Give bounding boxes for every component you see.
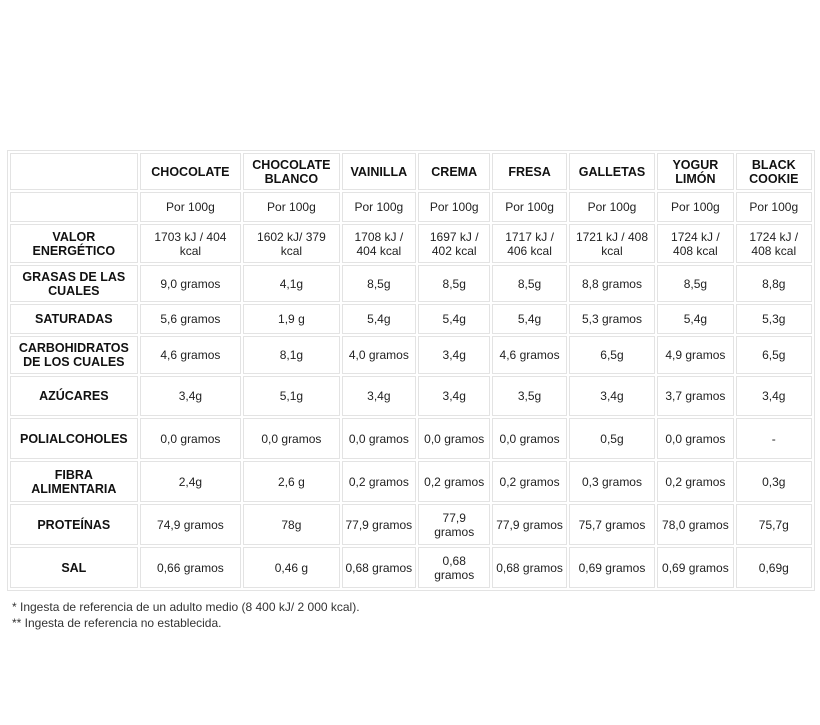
empty-cell: [10, 192, 138, 222]
table-row: [10, 304, 812, 334]
table-row: [10, 461, 812, 502]
table-cell: 5,3 gramos: [569, 304, 655, 334]
table-cell: 0,69g: [736, 547, 812, 588]
nutrition-table: [7, 150, 815, 591]
column-header: CHOCOLATE: [140, 153, 242, 190]
row-label: POLIALCOHOLES: [10, 418, 138, 459]
row-label: PROTEÍNAS: [10, 504, 138, 545]
table-cell: 0,68 gramos: [342, 547, 416, 588]
row-label: GRASAS DE LAS CUALES: [10, 265, 138, 302]
corner-cell: [10, 153, 138, 190]
header-row: [10, 153, 812, 190]
per-100g-cell: Por 100g: [243, 192, 339, 222]
table-cell: 0,69 gramos: [657, 547, 733, 588]
table-cell: 6,5g: [736, 336, 812, 374]
per-100g-cell: Por 100g: [736, 192, 812, 222]
table-cell: 0,0 gramos: [492, 418, 566, 459]
table-cell: 3,4g: [569, 376, 655, 416]
per-100g-cell: Por 100g: [342, 192, 416, 222]
table-cell: 0,3g: [736, 461, 812, 502]
table-row: [10, 224, 812, 263]
table-cell: 8,5g: [418, 265, 490, 302]
table-row: [10, 547, 812, 588]
table-cell: 0,2 gramos: [492, 461, 566, 502]
table-cell: 1721 kJ / 408 kcal: [569, 224, 655, 263]
table-cell: 5,4g: [418, 304, 490, 334]
table-cell: -: [736, 418, 812, 459]
table-cell: 1697 kJ / 402 kcal: [418, 224, 490, 263]
table-cell: 3,7 gramos: [657, 376, 733, 416]
table-cell: 0,66 gramos: [140, 547, 242, 588]
table-cell: 77,9 gramos: [418, 504, 490, 545]
table-cell: 9,0 gramos: [140, 265, 242, 302]
table-cell: 74,9 gramos: [140, 504, 242, 545]
column-header: BLACK COOKIE: [736, 153, 812, 190]
footnotes: [12, 599, 360, 631]
table-cell: 5,4g: [342, 304, 416, 334]
table-cell: 4,6 gramos: [140, 336, 242, 374]
table-cell: 8,8g: [736, 265, 812, 302]
table-cell: 4,9 gramos: [657, 336, 733, 374]
table-cell: 1708 kJ / 404 kcal: [342, 224, 416, 263]
table-cell: 0,0 gramos: [342, 418, 416, 459]
per-100g-row: [10, 192, 812, 222]
table-cell: 8,5g: [342, 265, 416, 302]
table-cell: 78g: [243, 504, 339, 545]
table-cell: 78,0 gramos: [657, 504, 733, 545]
column-header: GALLETAS: [569, 153, 655, 190]
row-label: VALOR ENERGÉTICO: [10, 224, 138, 263]
table-cell: 0,68 gramos: [418, 547, 490, 588]
table-cell: 75,7 gramos: [569, 504, 655, 545]
row-label: FIBRA ALIMENTARIA: [10, 461, 138, 502]
row-label: SAL: [10, 547, 138, 588]
table-cell: 2,4g: [140, 461, 242, 502]
table-cell: 8,1g: [243, 336, 339, 374]
column-header: CHOCOLATE BLANCO: [243, 153, 339, 190]
per-100g-cell: Por 100g: [140, 192, 242, 222]
table-cell: 0,46 g: [243, 547, 339, 588]
table-cell: 75,7g: [736, 504, 812, 545]
table-cell: 8,8 gramos: [569, 265, 655, 302]
per-100g-cell: Por 100g: [569, 192, 655, 222]
table-cell: 2,6 g: [243, 461, 339, 502]
table-cell: 1602 kJ/ 379 kcal: [243, 224, 339, 263]
footnote-2: ** Ingesta de referencia no establecida.: [12, 616, 222, 630]
table-cell: 0,5g: [569, 418, 655, 459]
table-cell: 1,9 g: [243, 304, 339, 334]
table-cell: 0,69 gramos: [569, 547, 655, 588]
table-row: [10, 504, 812, 545]
table-cell: 0,68 gramos: [492, 547, 566, 588]
table-cell: 0,2 gramos: [657, 461, 733, 502]
table-row: [10, 376, 812, 416]
table-cell: 0,0 gramos: [243, 418, 339, 459]
row-label: SATURADAS: [10, 304, 138, 334]
row-label: AZÚCARES: [10, 376, 138, 416]
table-cell: 5,4g: [657, 304, 733, 334]
per-100g-cell: Por 100g: [492, 192, 566, 222]
table-cell: 0,2 gramos: [342, 461, 416, 502]
column-header: VAINILLA: [342, 153, 416, 190]
table-cell: 1703 kJ / 404 kcal: [140, 224, 242, 263]
table-cell: 0,0 gramos: [657, 418, 733, 459]
table-row: [10, 418, 812, 459]
table-cell: 4,6 gramos: [492, 336, 566, 374]
table-cell: 5,1g: [243, 376, 339, 416]
row-label: CARBOHIDRATOS DE LOS CUALES: [10, 336, 138, 374]
table-cell: 3,5g: [492, 376, 566, 416]
table-cell: 8,5g: [657, 265, 733, 302]
table-cell: 5,3g: [736, 304, 812, 334]
table-cell: 0,0 gramos: [418, 418, 490, 459]
table-cell: 6,5g: [569, 336, 655, 374]
per-100g-cell: Por 100g: [657, 192, 733, 222]
table-cell: 1717 kJ / 406 kcal: [492, 224, 566, 263]
table-cell: 0,2 gramos: [418, 461, 490, 502]
nutrition-table-wrapper: [7, 150, 815, 591]
table-cell: 0,3 gramos: [569, 461, 655, 502]
table-cell: 1724 kJ / 408 kcal: [736, 224, 812, 263]
table-cell: 5,4g: [492, 304, 566, 334]
per-100g-cell: Por 100g: [418, 192, 490, 222]
column-header: FRESA: [492, 153, 566, 190]
table-cell: 0,0 gramos: [140, 418, 242, 459]
table-row: [10, 336, 812, 374]
footnote-1: * Ingesta de referencia de un adulto medio (8 400 kJ/ 2 000 kcal).: [12, 600, 360, 614]
table-cell: 1724 kJ / 408 kcal: [657, 224, 733, 263]
table-cell: 4,0 gramos: [342, 336, 416, 374]
table-cell: 3,4g: [342, 376, 416, 416]
table-cell: 3,4g: [736, 376, 812, 416]
column-header: CREMA: [418, 153, 490, 190]
table-cell: 5,6 gramos: [140, 304, 242, 334]
table-cell: 4,1g: [243, 265, 339, 302]
table-cell: 3,4g: [418, 336, 490, 374]
table-cell: 3,4g: [140, 376, 242, 416]
table-cell: 77,9 gramos: [342, 504, 416, 545]
table-row: [10, 265, 812, 302]
table-cell: 77,9 gramos: [492, 504, 566, 545]
table-cell: 8,5g: [492, 265, 566, 302]
column-header: YOGUR LIMÓN: [657, 153, 733, 190]
table-cell: 3,4g: [418, 376, 490, 416]
